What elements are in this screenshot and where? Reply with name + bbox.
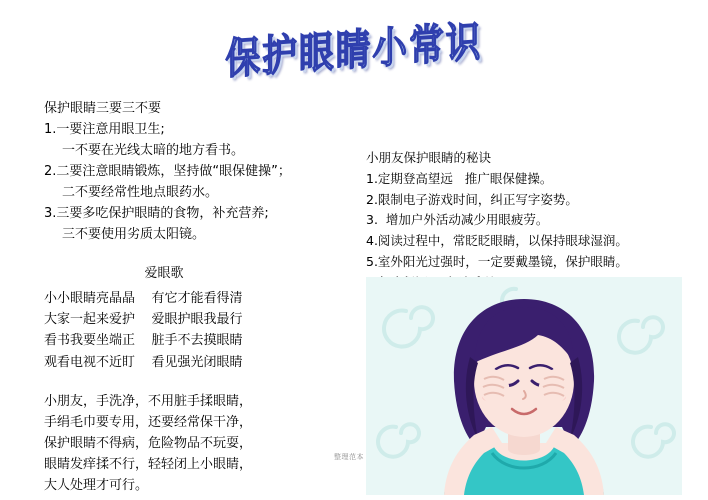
left-line-2: 一不要在光线太暗的地方看书。 [62,143,245,159]
song2-line-4: 眼睛发痒揉不行，轻轻闭上小眼睛， [44,456,253,472]
song-line-4: 观看电视不近盯 看见强光闭眼睛 [44,354,243,370]
paragraph-gap [44,373,344,387]
page-title: 保护眼睛小常识 [225,16,483,85]
left-line-4: 二不要经常性地点眼药水。 [62,185,219,201]
song-title: 爱眼歌 [144,266,184,282]
left-section-heading: 保护眼睛三要三不要 [44,101,162,116]
illustration [366,277,682,495]
right-line-1: 1.定期登高望远 推广眼保健操。 [366,170,553,186]
left-column [44,98,344,496]
right-line-4: 4.阅读过程中，常眨眨眼睛，以保持眼球湿润。 [366,233,628,248]
left-line-5: 3.三要多吃保护眼睛的食物，补充营养; [44,206,269,222]
watermark-text: 整理范本 [334,453,364,461]
girl-eye-exercise-illustration [366,277,682,495]
song-line-3: 看书我要坐端正 脏手不去摸眼睛 [44,333,243,349]
right-line-2: 2.限制电子游戏时间，纠正写字姿势。 [366,191,578,207]
right-line-5: 5.室外阳光过强时，一定要戴墨镜，保护眼睛。 [366,253,628,269]
right-line-3: 3. 增加户外活动减少用眼疲劳。 [366,212,549,228]
song-stanza-1 [44,288,344,372]
left-line-3: 2.二要注意眼睛锻炼，坚持做“眼保健操”； [44,164,291,180]
song2-line-2: 手绢毛巾要专用，还要经常保干净， [44,414,253,430]
right-column [366,148,686,293]
left-line-6: 三不要使用劣质太阳镜。 [62,227,206,243]
song-line-2: 大家一起来爱护 爱眼护眼我最行 [44,312,243,328]
right-heading: 小朋友保护眼睛的秘诀 [366,150,492,165]
song-stanza-2 [44,391,344,496]
song2-line-1: 小朋友，手洗净，不用脏手揉眼睛， [44,393,253,409]
song2-line-5: 大人处理才可行。 [44,477,149,493]
song2-line-3: 保护眼睛不得病，危险物品不玩耍， [44,435,253,451]
left-line-1: 1.一要注意用眼卫生; [44,122,165,138]
song-line-1: 小小眼睛亮晶晶 有它才能看得清 [44,291,243,307]
title-block [0,16,708,85]
